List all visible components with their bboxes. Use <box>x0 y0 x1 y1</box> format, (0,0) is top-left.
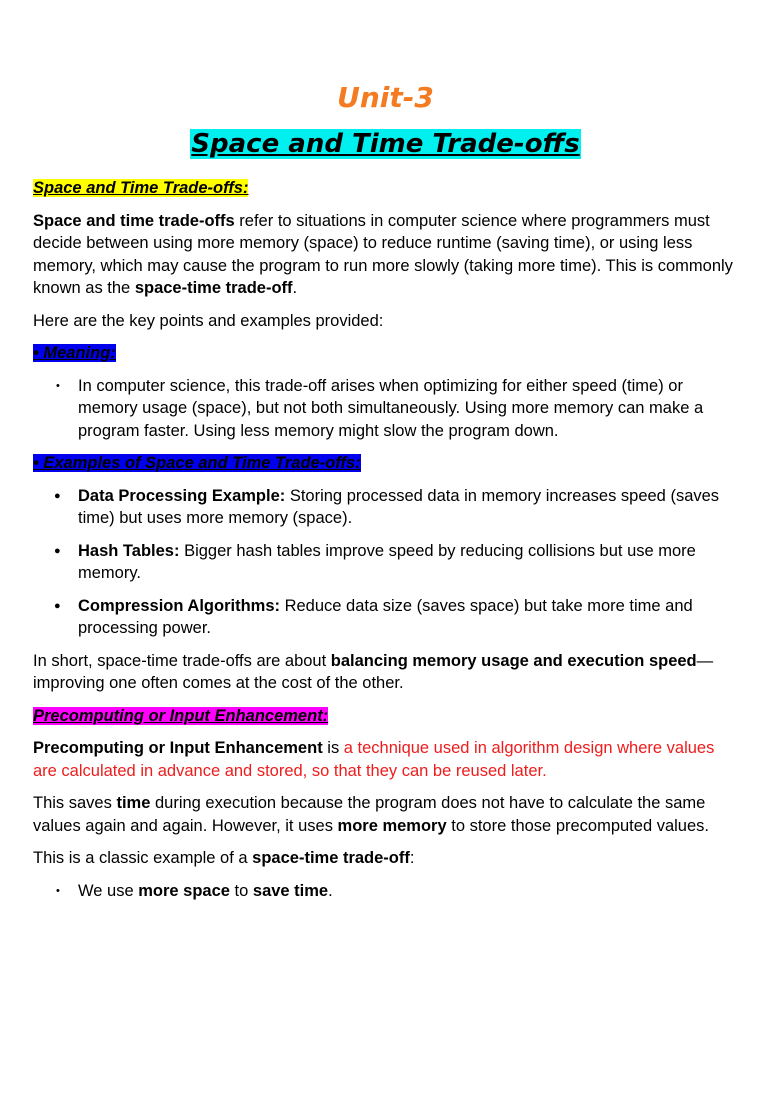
precompute-definition <box>33 737 738 782</box>
list-item <box>33 540 738 585</box>
example-bold: Hash Tables: <box>78 541 180 560</box>
example-text: Storing processed data in memory increases speed (saves time) but uses more memory (space). <box>78 486 720 527</box>
list-item <box>33 595 738 640</box>
classic-text-2: : <box>409 849 415 867</box>
intro-bold-1: Space and time trade-offs <box>33 211 235 230</box>
summary-paragraph <box>33 650 738 695</box>
section-heading-examples-text: • Examples of Space and Time Trade-offs: <box>33 454 361 472</box>
main-title-text: Space and Time Trade-offs <box>191 129 580 159</box>
section-heading-meaning-text: • Meaning: <box>33 344 116 362</box>
we-use-text-1: We use <box>78 881 139 900</box>
section-heading-examples <box>33 452 738 475</box>
section-heading-meaning <box>33 342 738 365</box>
section-heading-space-time-text: Space and Time Trade-offs: <box>33 179 249 197</box>
classic-bold-1: space-time trade-off <box>252 849 410 867</box>
precompute-red-text: a technique used in algorithm design where values are calculated in advance and stored, so that they can be reused later. <box>33 739 715 780</box>
we-use-bold-1: more space <box>138 881 230 900</box>
examples-list <box>33 485 738 640</box>
section-heading-precompute <box>33 705 738 728</box>
document-page <box>0 80 768 902</box>
saves-bold-2: more memory <box>337 816 447 835</box>
saves-text-1: This saves <box>33 794 117 812</box>
saves-text-3: to store those precomputed values. <box>446 816 709 835</box>
main-title <box>33 126 738 165</box>
summary-text-1: In short, space-time trade-offs are about <box>33 651 331 670</box>
example-bold: Data Processing Example: <box>78 486 286 505</box>
example-text: Bigger hash tables improve speed by reducing collisions but use more memory. <box>78 541 696 582</box>
example-text: Reduce data size (saves space) but take more time and processing power. <box>78 596 693 637</box>
intro-text-2: . <box>292 279 298 297</box>
example-bold: Compression Algorithms: <box>78 596 280 615</box>
list-item: • In computer science, this trade-off arises when optimizing for either speed (time) or memory usage (space), but not both simultaneously. Using more memory can make a program faster. Using less memory might slow the program down. <box>33 375 738 443</box>
we-use-list <box>33 880 738 903</box>
list-item <box>33 880 738 903</box>
we-use-text-3: . <box>328 881 333 900</box>
we-use-bold-2: save time <box>252 881 329 900</box>
list-item <box>33 485 738 530</box>
summary-bold-1: balancing memory usage and execution speed <box>330 651 697 670</box>
summary-text-2: —improving one often comes at the cost of the other. <box>33 651 714 692</box>
intro-bold-2: space-time trade-off <box>134 279 293 297</box>
section-heading-space-time <box>33 177 738 200</box>
intro-text-1: refer to situations in computer science where programmers must decide between using more memory (space) to reduce runtime (saving time), or using less memory, which may cause the program to run more slowly (taking more time). This is commonly known as the <box>33 211 733 297</box>
unit-title: Unit-3 <box>337 81 434 114</box>
key-points-paragraph: Here are the key points and examples provided: <box>33 311 384 330</box>
intro-paragraph <box>33 210 738 300</box>
saves-text-2: during execution because the program does not have to calculate the same values again and again. However, it uses <box>33 794 706 835</box>
precompute-bold: Precomputing or Input Enhancement <box>33 739 323 757</box>
classic-text-1: This is a classic example of a <box>33 849 253 867</box>
saves-paragraph <box>33 792 738 837</box>
saves-bold-1: time <box>116 794 151 812</box>
meaning-list <box>33 375 738 443</box>
precompute-text: is <box>322 739 344 757</box>
section-heading-precompute-text: Precomputing or Input Enhancement: <box>33 706 329 725</box>
classic-paragraph <box>33 847 738 870</box>
we-use-text-2: to <box>229 881 253 900</box>
